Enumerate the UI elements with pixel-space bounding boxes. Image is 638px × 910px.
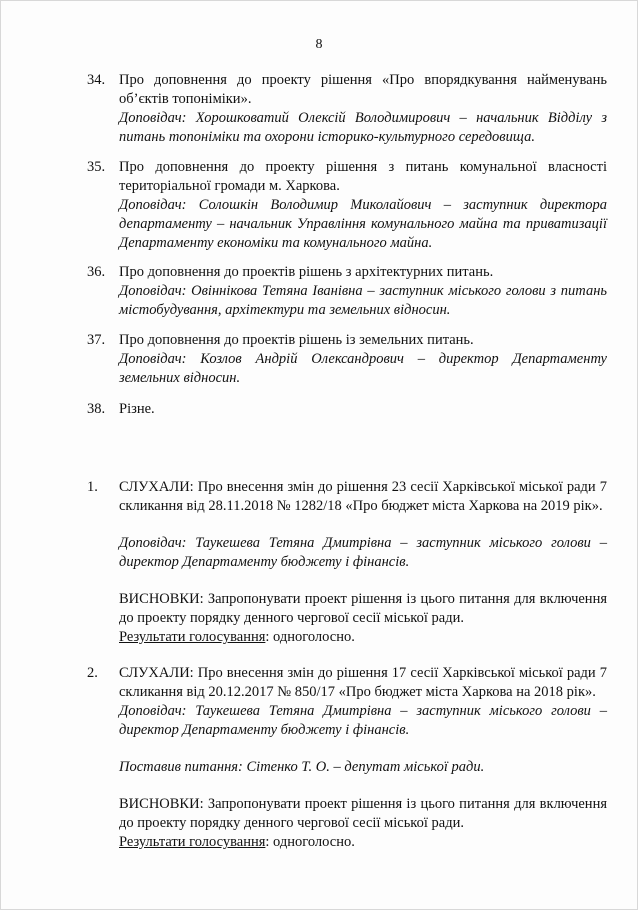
agenda-item-number: 34. (87, 72, 106, 88)
agenda-item-number: 38. (87, 401, 106, 417)
hearing-heard: СЛУХАЛИ: Про внесення змін до рішення 17 сесії Харківської міської ради 7 скликання від 20.12.2017 № 850/17 «Про бюджет міста Харкова на 2018 рік». (119, 665, 607, 700)
agenda-item (87, 331, 607, 388)
agenda-item-speaker: Доповідач: Солошкін Володимир Миколайович – заступник директора департаменту – начальник Управління комунального майна та приватизації Департаменту економіки та комунального майна. (119, 197, 607, 251)
agenda-item-title: Різне. (119, 401, 155, 417)
vote-result: : одноголосно. (265, 629, 355, 645)
agenda-item-number: 35. (87, 159, 106, 175)
vote-label: Результати голосування (119, 629, 266, 645)
agenda-item-title: Про доповнення до проекту рішення з питань комунальної власності територіальної громади м. Харкова. (119, 159, 607, 194)
agenda-item (87, 400, 607, 419)
page-number: 8 (315, 37, 323, 52)
vote-result: : одноголосно. (265, 834, 355, 850)
hearing-item (87, 664, 607, 852)
hearing-conclusion: ВИСНОВКИ: Запропонувати проект рішення із цього питання для включення до проекту порядку денного чергової сесії міської ради. (119, 591, 607, 626)
hearing-conclusion: ВИСНОВКИ: Запропонувати проект рішення із цього питання для включення до проекту порядку денного чергової сесії міської ради. (119, 796, 607, 831)
agenda-item-title: Про доповнення до проекту рішення «Про впорядкування найменувань об’єктів топоніміки». (119, 72, 607, 107)
hearing-vote (119, 833, 607, 852)
hearing-vote (119, 628, 607, 647)
agenda-item-title: Про доповнення до проектів рішень із земельних питань. (119, 332, 474, 348)
hearing-question-raised: Поставив питання: Сітенко Т. О. – депутат міської ради. (119, 759, 485, 775)
hearing-heard: СЛУХАЛИ: Про внесення змін до рішення 23 сесії Харківської міської ради 7 скликання від 28.11.2018 № 1282/18 «Про бюджет міста Харкова на 2019 рік». (119, 479, 607, 514)
vote-label: Результати голосування (119, 834, 266, 850)
hearing-item (87, 478, 607, 647)
agenda-item (87, 71, 607, 147)
agenda-item (87, 263, 607, 320)
hearing-speaker: Доповідач: Таукешева Тетяна Дмитрівна – заступник міського голови – директор Департаменту бюджету і фінансів. (119, 703, 607, 738)
agenda-item-speaker: Доповідач: Козлов Андрій Олександрович – директор Департаменту земельних відносин. (119, 351, 607, 386)
agenda-item-title: Про доповнення до проектів рішень з архітектурних питань. (119, 264, 494, 280)
agenda-item-speaker: Доповідач: Хорошковатий Олексій Володимирович – начальник Відділу з питань топоніміки та охорони історико-культурного середовища. (119, 110, 607, 145)
agenda-item-number: 37. (87, 332, 106, 348)
hearing-number: 1. (87, 479, 98, 495)
hearing-speaker: Доповідач: Таукешева Тетяна Дмитрівна – заступник міського голови – директор Департаменту бюджету і фінансів. (119, 535, 607, 570)
hearing-number: 2. (87, 665, 98, 681)
agenda-item (87, 158, 607, 253)
agenda-item-speaker: Доповідач: Овіннікова Тетяна Іванівна – заступник міського голови з питань містобудування, архітектури та земельних відносин. (119, 283, 607, 318)
agenda-item-number: 36. (87, 264, 106, 280)
